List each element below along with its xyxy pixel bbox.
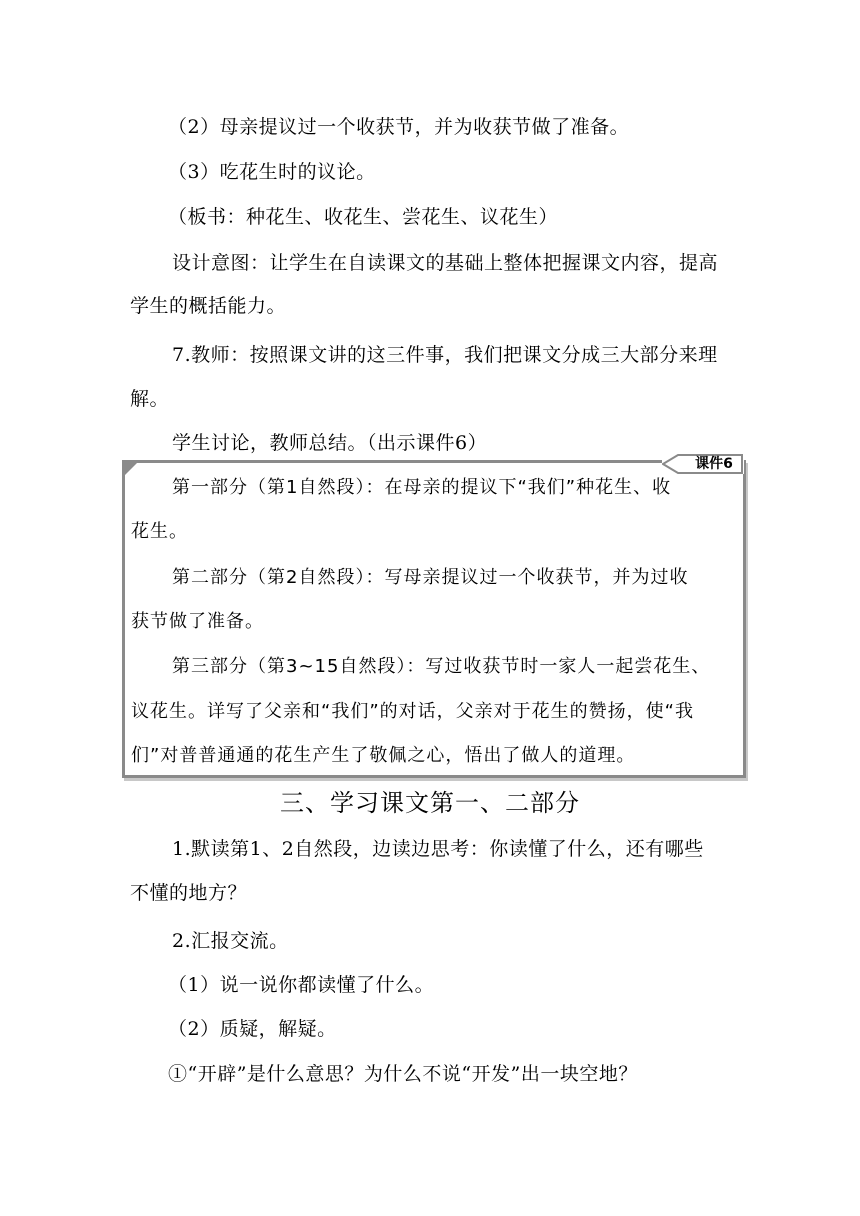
slide-line: 第二部分（第2自然段）：写母亲提议过一个收获节，并为过收 (172, 567, 689, 588)
paragraph-line: 2.汇报交流。 (172, 930, 289, 952)
paragraph-line: 1.默读第1、2自然段，边读边思考：你读懂了什么，还有哪些 (172, 838, 704, 860)
slide-line: 议花生。详写了父亲和“我们”的对话，父亲对于花生的赞扬，使“我 (131, 701, 694, 722)
paragraph-line: 不懂的地方？ (130, 882, 248, 904)
paragraph-line: ①“开辟”是什么意思？为什么不说“开发”出一块空地？ (168, 1063, 638, 1085)
slide-line: 获节做了准备。 (131, 611, 264, 632)
paragraph-line: （3）吃花生时的议论。 (168, 161, 376, 183)
paragraph-line: （2）质疑，解疑。 (168, 1018, 337, 1040)
slide-line: 花生。 (131, 521, 188, 542)
paragraph-line: 学生的概括能力。 (130, 295, 287, 317)
slide-tag (662, 454, 744, 474)
slide-line: 们”对普普通通的花生产生了敬佩之心，悟出了做人的道理。 (131, 745, 636, 766)
paragraph-line: 学生讨论，教师总结。（出示课件6） (172, 432, 488, 454)
paragraph-line: 设计意图：让学生在自读课文的基础上整体把握课文内容，提高 (172, 252, 719, 274)
slide-line: 第三部分（第3~15自然段）：写过收获节时一家人一起尝花生、 (172, 656, 711, 677)
slide-tag-label: 课件6 (695, 456, 733, 472)
paragraph-line: （板书：种花生、收花生、尝花生、议花生） (168, 206, 559, 228)
paragraph-line: 解。 (130, 388, 170, 410)
paragraph-line: （1）说一说你都读懂了什么。 (168, 974, 435, 996)
section-heading: 三、学习课文第一、二部分 (280, 789, 580, 817)
slide-corner-mark (125, 463, 137, 475)
slide-line: 第一部分（第1自然段）：在母亲的提议下“我们”种花生、收 (172, 477, 672, 498)
paragraph-line: 7.教师：按照课文讲的这三件事，我们把课文分成三大部分来理 (172, 344, 718, 366)
paragraph-line: （2）母亲提议过一个收获节，并为收获节做了准备。 (168, 116, 630, 138)
